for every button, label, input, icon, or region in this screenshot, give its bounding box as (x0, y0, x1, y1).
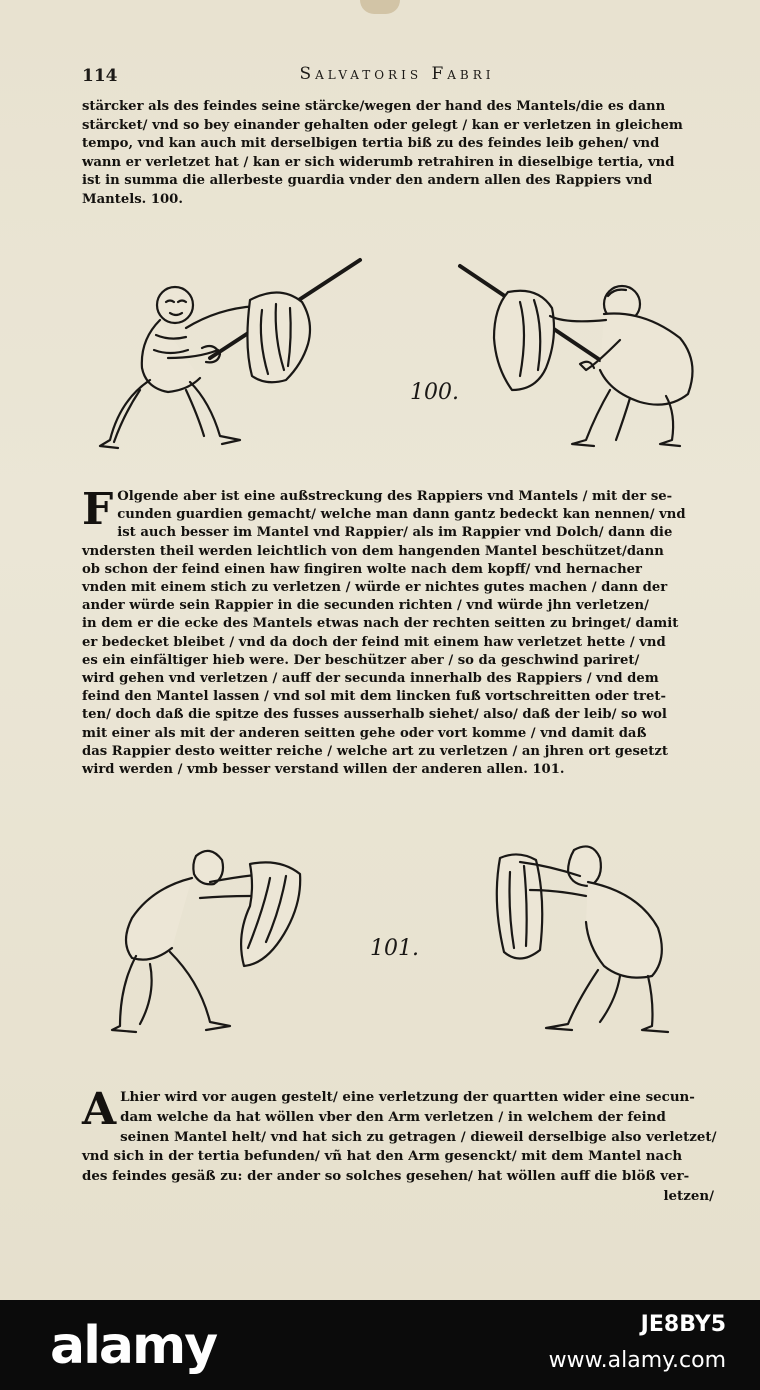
running-head: Salvatoris Fabri (299, 64, 495, 84)
page-number: 114 (82, 66, 118, 86)
text-line: dam welche da hat wöllen vber den Arm verletzen / in welchem der feind (120, 1108, 666, 1125)
brand-logo: alamy (50, 1316, 217, 1376)
text-line: Olgende aber ist eine außstreckung des Rappiers vnd Mantels / mit der se- (117, 489, 673, 504)
text-line: das Rappier desto weitter reiche / welche art zu verletzen / an jhren ort gesetzt (82, 743, 668, 759)
text-line: seinen Mantel helt/ vnd hat sich zu getragen / dieweil derselbige also verletzet/ (120, 1128, 717, 1145)
initial-letter: A (82, 1084, 117, 1135)
text-line: vndersten theil werden leichtlich von dem hangenden Mantel beschützet/dann (82, 543, 664, 559)
woodcut-figure-100 (90, 250, 710, 460)
site-url: www.alamy.com (548, 1348, 726, 1373)
paragraph-2 (82, 484, 714, 779)
text-line: Lhier wird vor augen gestelt/ eine verletzung der quartten wider eine secun- (120, 1089, 695, 1105)
page-header (82, 62, 712, 88)
text-line: wann er verletzet hat / kan er sich widerumb retrahiren in dieselbige tertia, vnd (82, 154, 675, 170)
woodcut-figure-101 (100, 836, 710, 1046)
text-line: ten/ doch daß die spitze des fusses ausserhalb siehet/ also/ daß der leib/ so wol (82, 707, 667, 723)
initial-letter: F (82, 484, 114, 535)
text-line: stärcker als des feindes seine stärcke/wegen der hand des Mantels/die es dann (82, 99, 666, 114)
text-line: es ein einfältiger hieb were. Der beschützer aber / so da geschwind pariret/ (82, 652, 640, 668)
fencer-left-illustration (100, 836, 340, 1046)
text-line: ob schon der feind einen haw fingiren wolte nach dem kopff/ vnd hernacher (82, 561, 642, 577)
page-stain (360, 0, 400, 14)
text-line: ist in summa die allerbeste guardia vnder den andern allen des Rappiers vnd (82, 173, 653, 189)
text-line: stärcket/ vnd so bey einander gehalten oder gelegt / kan er verletzen in gleichem (82, 117, 683, 133)
text-line: ander würde sein Rappier in die secunden richten / vnd würde jhn verletzen/ (82, 598, 649, 614)
text-line: tempo, vnd kan auch mit derselbigen tertia biß zu des feindes leib gehen/ vnd (82, 136, 660, 152)
text-line: in dem er die ecke des Mantels etwas nach der rechten seitten zu bringet/ damit (82, 616, 679, 632)
figure-number: 100. (410, 380, 459, 405)
figure-number: 101. (370, 936, 419, 961)
image-id: JE8BY5 (640, 1312, 726, 1337)
text-line: letzen/ (663, 1187, 714, 1204)
text-line: wird werden / vmb besser verstand willen der anderen allen. 101. (82, 762, 565, 778)
paragraph-3 (82, 1084, 717, 1207)
text-line: vnden mit einem stich zu verletzen / würde er nichtes gutes machen / dann der (82, 580, 668, 596)
text-line: Mantels. 100. (82, 191, 183, 207)
text-line: wird gehen vnd verletzen / auff der secunda innerhalb des Rappiers / vnd dem (82, 671, 659, 687)
text-line: mit einer als mit der anderen seitten gehe oder vort komme / vnd damit daß (82, 725, 647, 741)
fencer-left-illustration (90, 250, 410, 460)
text-line: er bedecket bleibet / vnd da doch der feind mit einem haw verletzet hette / vnd (82, 634, 666, 650)
text-line: ist auch besser im Mantel vnd Rappier/ als im Rappier vnd Dolch/ dann die (117, 525, 673, 541)
text-line: vnd sich in der tertia befunden/ vñ hat den Arm gesenckt/ mit dem Mantel nach (82, 1148, 683, 1165)
text-line: feind den Mantel lassen / vnd sol mit dem lincken fuß vortschreitten oder tret- (82, 689, 666, 705)
paragraph-1 (82, 98, 714, 210)
fencer-right-illustration (450, 250, 710, 460)
watermark-footer (0, 1300, 760, 1390)
text-line: cunden guardien gemacht/ welche man dann gantz bedeckt kan nennen/ vnd (117, 507, 686, 523)
text-line: des feindes gesäß zu: der ander so solches gesehen/ hat wöllen auff die blöß ver- (82, 1168, 690, 1185)
fencer-right-illustration (480, 836, 710, 1046)
